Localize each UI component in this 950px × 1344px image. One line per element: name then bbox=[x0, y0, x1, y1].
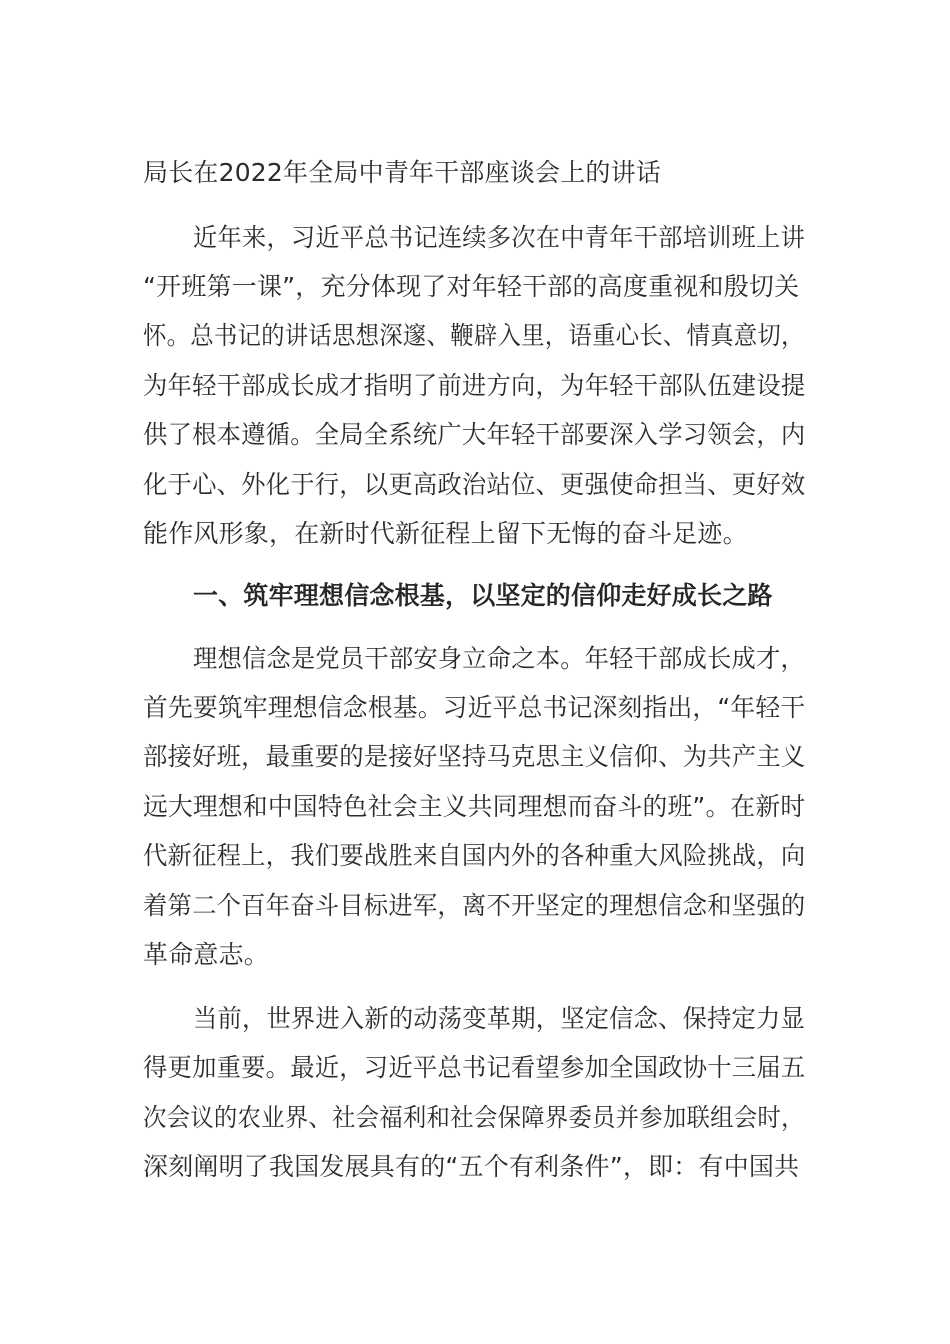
paragraph-2-line-3: 部接好班，最重要的是接好坚持马克思主义信仰、为共产主义 bbox=[143, 742, 806, 771]
paragraph-1-line-7: 能作风形象，在新时代新征程上留下无悔的奋斗足迹。 bbox=[143, 519, 748, 548]
paragraph-1-line-1: 近年来，习近平总书记连续多次在中青年干部培训班上讲 bbox=[193, 223, 806, 252]
paragraph-1-line-3: 怀。总书记的讲话思想深邃、鞭辟入里，语重心长、情真意切， bbox=[143, 321, 805, 350]
paragraph-2-line-6: 着第二个百年奋斗目标进军，离不开坚定的理想信念和坚强的 bbox=[143, 891, 806, 920]
paragraph-3-line-1: 当前，世界进入新的动荡变革期，坚定信念、保持定力显 bbox=[193, 1004, 806, 1033]
paragraph-1-line-5: 供了根本遵循。全局全系统广大年轻干部要深入学习领会，内 bbox=[143, 420, 806, 449]
paragraph-1-line-4: 为年轻干部成长成才指明了前进方向，为年轻干部队伍建设提 bbox=[143, 371, 806, 400]
document-title: 局长在2022年全局中青年干部座谈会上的讲话 bbox=[143, 158, 662, 187]
paragraph-1-line-2: “开班第一课”，充分体现了对年轻干部的高度重视和殷切关 bbox=[143, 272, 800, 301]
paragraph-3-line-3: 次会议的农业界、社会福利和社会保障界委员并参加联组会时， bbox=[143, 1103, 805, 1132]
paragraph-2-line-5: 代新征程上，我们要战胜来自国内外的各种重大风险挑战，向 bbox=[143, 841, 806, 870]
paragraph-2-line-7: 革命意志。 bbox=[143, 940, 270, 969]
paragraph-2-line-2: 首先要筑牢理想信念根基。习近平总书记深刻指出，“年轻干 bbox=[143, 693, 806, 722]
paragraph-3-line-4: 深刻阐明了我国发展具有的“五个有利条件”，即：有中国共 bbox=[143, 1152, 800, 1181]
paragraph-2-line-1: 理想信念是党员干部安身立命之本。年轻干部成长成才， bbox=[193, 644, 806, 673]
paragraph-1-line-6: 化于心、外化于行，以更高政治站位、更强使命担当、更好效 bbox=[143, 470, 806, 499]
paragraph-2-line-4: 远大理想和中国特色社会主义共同理想而奋斗的班”。在新时 bbox=[143, 792, 806, 821]
paragraph-3-line-2: 得更加重要。最近，习近平总书记看望参加全国政协十三届五 bbox=[143, 1053, 806, 1082]
section-heading-1: 一、筑牢理想信念根基，以坚定的信仰走好成长之路 bbox=[193, 581, 773, 610]
